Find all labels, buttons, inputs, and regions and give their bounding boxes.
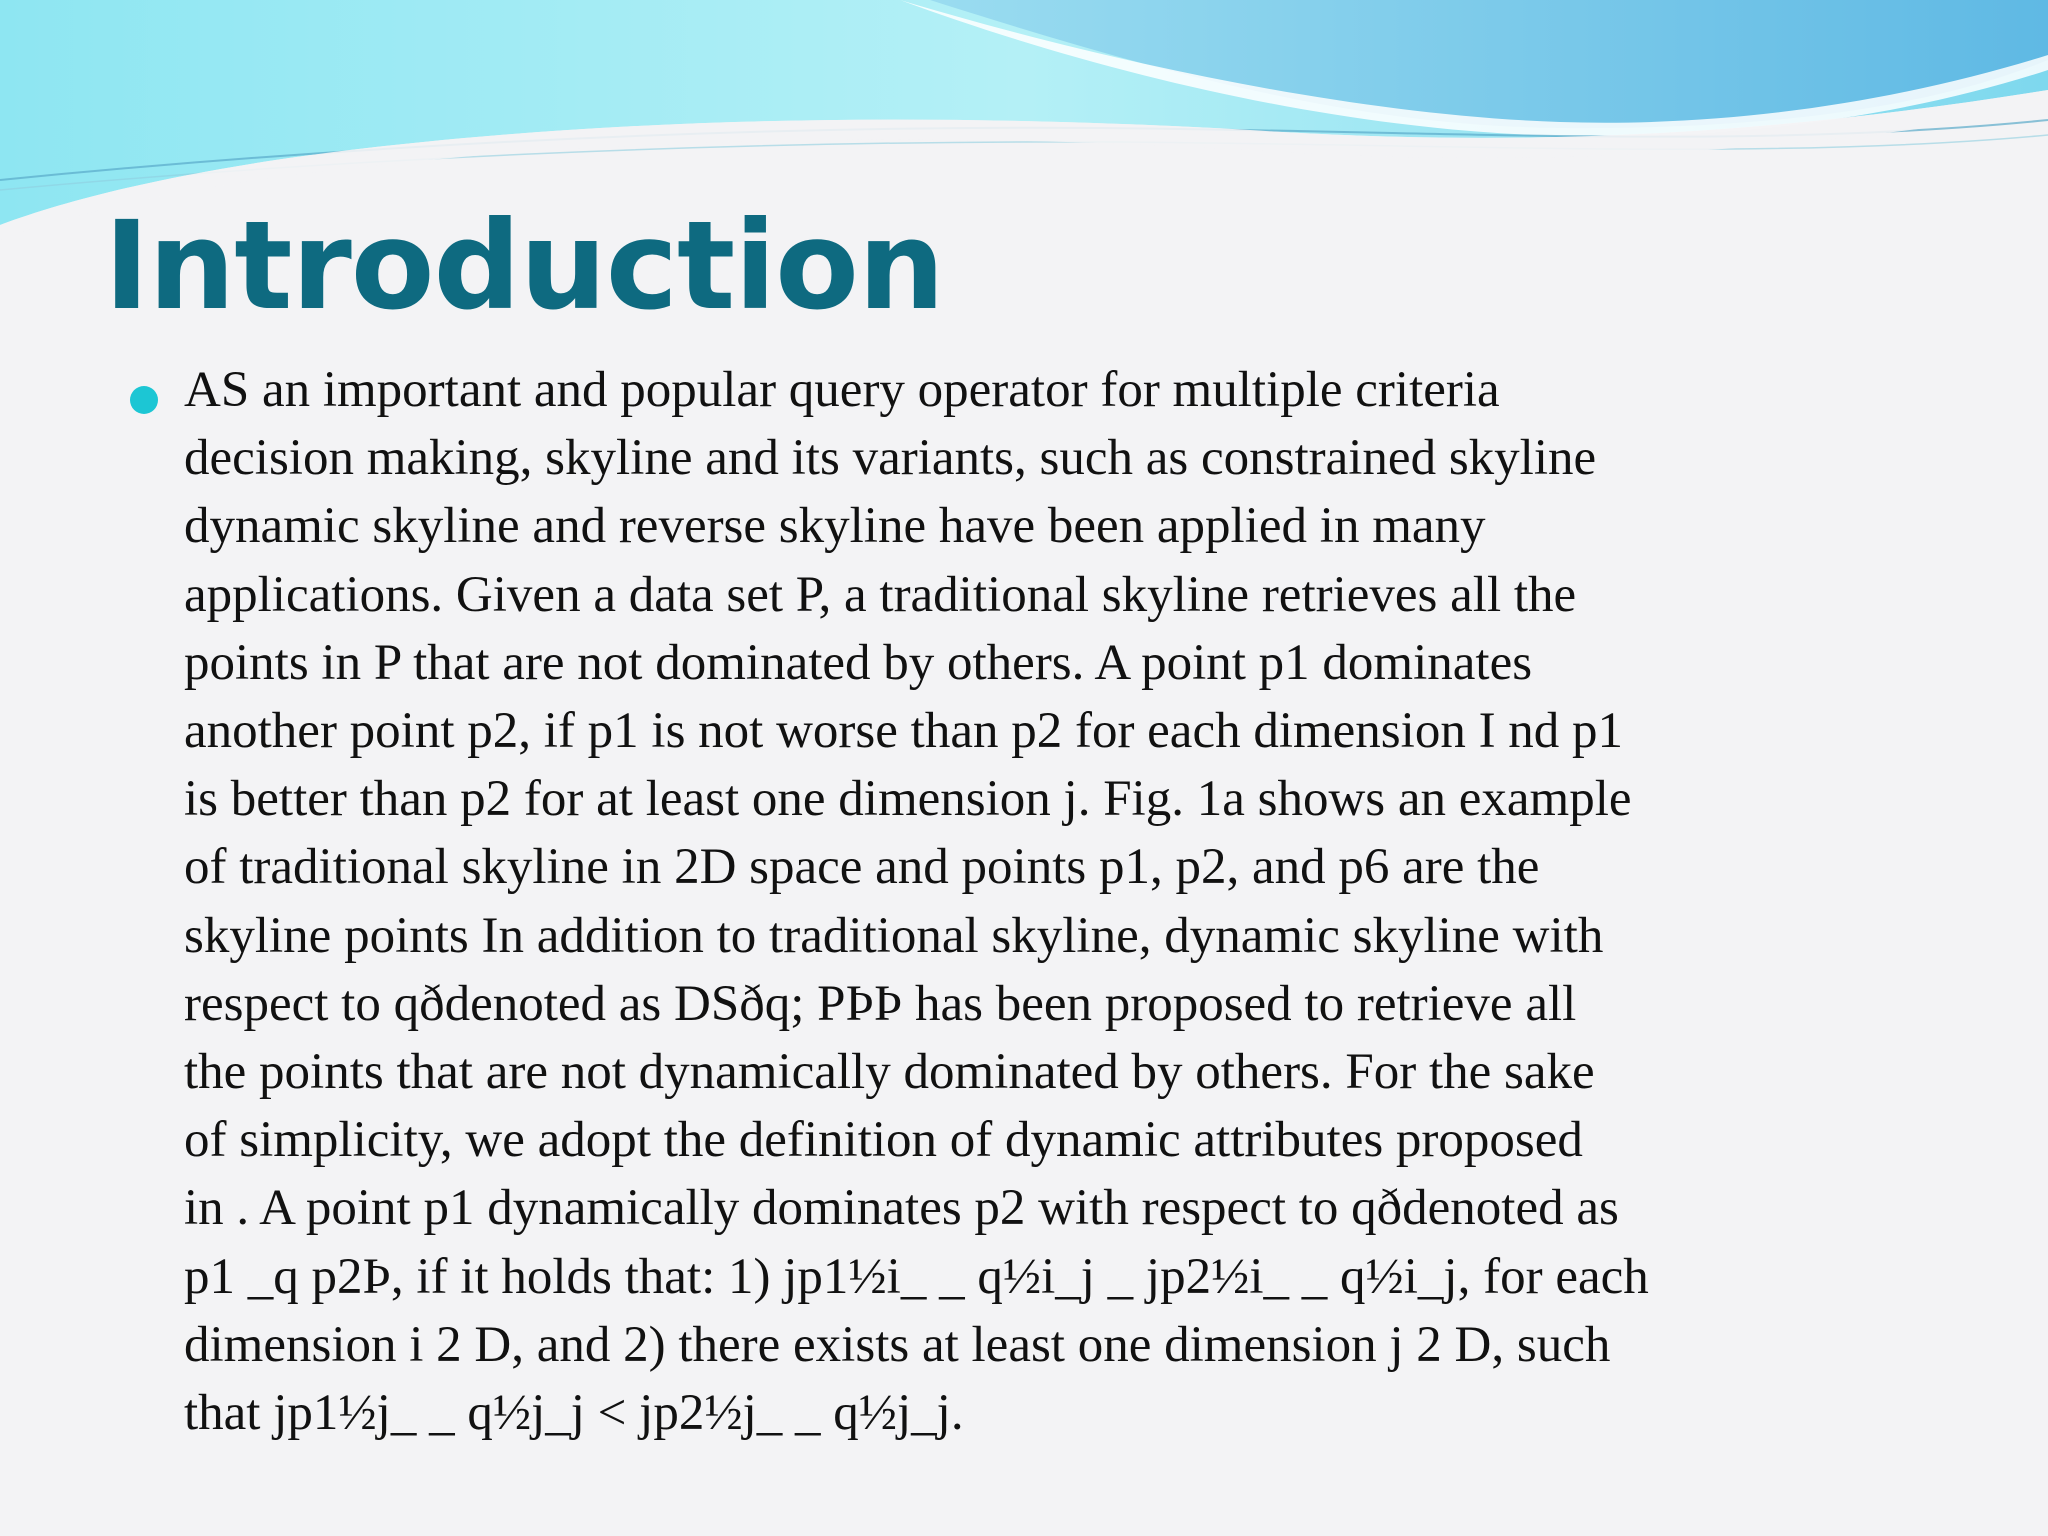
paragraph-line: skyline points In addition to traditional skyline, dynamic skyline with xyxy=(184,907,1604,964)
paragraph-line: applications. Given a data set P, a traditional skyline retrieves all the xyxy=(184,566,1577,623)
paragraph-line: the points that are not dynamically dominated by others. For the sake xyxy=(184,1044,1595,1101)
paragraph-line: respect to qðdenoted as DSðq; PÞÞ has been proposed to retrieve all xyxy=(184,975,1577,1032)
paragraph-line: of traditional skyline in 2D space and points p1, p2, and p6 are the xyxy=(184,839,1540,896)
paragraph-line: AS an important and popular query operator for multiple criteria xyxy=(184,362,1500,418)
paragraph-line: is better than p2 for at least one dimension j. Fig. 1a shows an example xyxy=(184,771,1632,828)
slide-body xyxy=(128,356,1928,1447)
paragraph-line: decision making, skyline and its variants, such as constrained skyline xyxy=(184,430,1597,487)
slide-title: Introduction xyxy=(104,195,944,337)
paragraph-line: dynamic skyline and reverse skyline have been applied in many xyxy=(184,498,1486,555)
bullet-paragraph xyxy=(184,356,1924,1447)
bullet-item xyxy=(128,356,1928,1447)
paragraph-line: in . A point p1 dynamically dominates p2 with respect to qðdenoted as xyxy=(184,1180,1619,1237)
bullet-dot-icon xyxy=(130,386,158,414)
paragraph-line: dimension i 2 D, and 2) there exists at least one dimension j 2 D, such xyxy=(184,1316,1611,1373)
paragraph-line: that jp1½j_ _ q½j_j < jp2½j_ _ q½j_j. xyxy=(184,1385,964,1442)
paragraph-line: another point p2, if p1 is not worse than p2 for each dimension I nd p1 xyxy=(184,703,1624,760)
paragraph-line: points in P that are not dominated by others. A point p1 dominates xyxy=(184,634,1533,691)
paragraph-line: p1 _q p2Þ, if it holds that: 1) jp1½i_ _ q½i_j _ jp2½i_ _ q½i_j, for each xyxy=(184,1248,1649,1305)
paragraph-line: of simplicity, we adopt the definition of dynamic attributes proposed xyxy=(184,1112,1583,1169)
